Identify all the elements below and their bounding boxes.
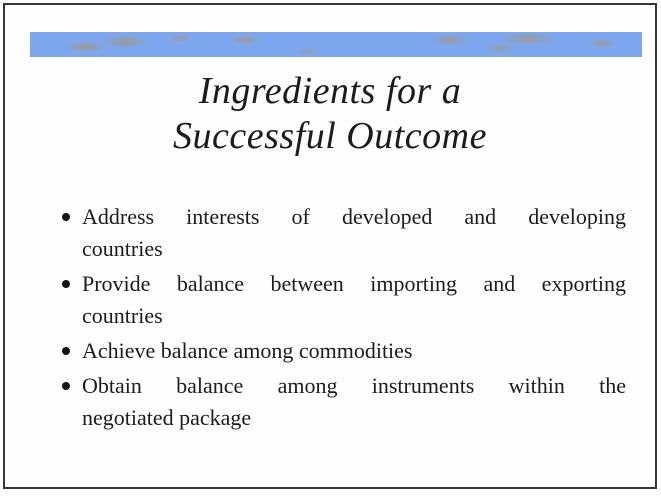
bullet-3-line-1: Achieve balance among commodities [82,338,413,363]
bullet-dot-icon [62,280,70,288]
bullet-item-1 [60,201,626,265]
bullet-1-line-1: Address interests of developed and developing [82,204,626,229]
bullet-dot-icon [62,347,70,355]
bullet-2-line-1: Provide balance between importing and exporting [82,271,626,296]
slide-title-line-1: Ingredients for a [198,70,462,112]
slide-title-line-2: Successful Outcome [173,115,487,157]
bullet-item-2 [60,268,626,332]
bullet-2-line-2: countries [82,303,163,328]
bullet-list [60,201,626,437]
slide-border-frame [3,3,657,489]
world-map-banner-image [30,32,642,57]
slide-title [5,69,655,159]
bullet-item-3 [60,335,626,367]
bullet-4-line-1: Obtain balance among instruments within the [82,373,626,398]
bullet-4-line-2: negotiated package [82,405,252,430]
bullet-dot-icon [62,213,70,221]
bullet-item-4 [60,370,626,434]
bullet-dot-icon [62,382,70,390]
bullet-1-line-2: countries [82,236,163,261]
